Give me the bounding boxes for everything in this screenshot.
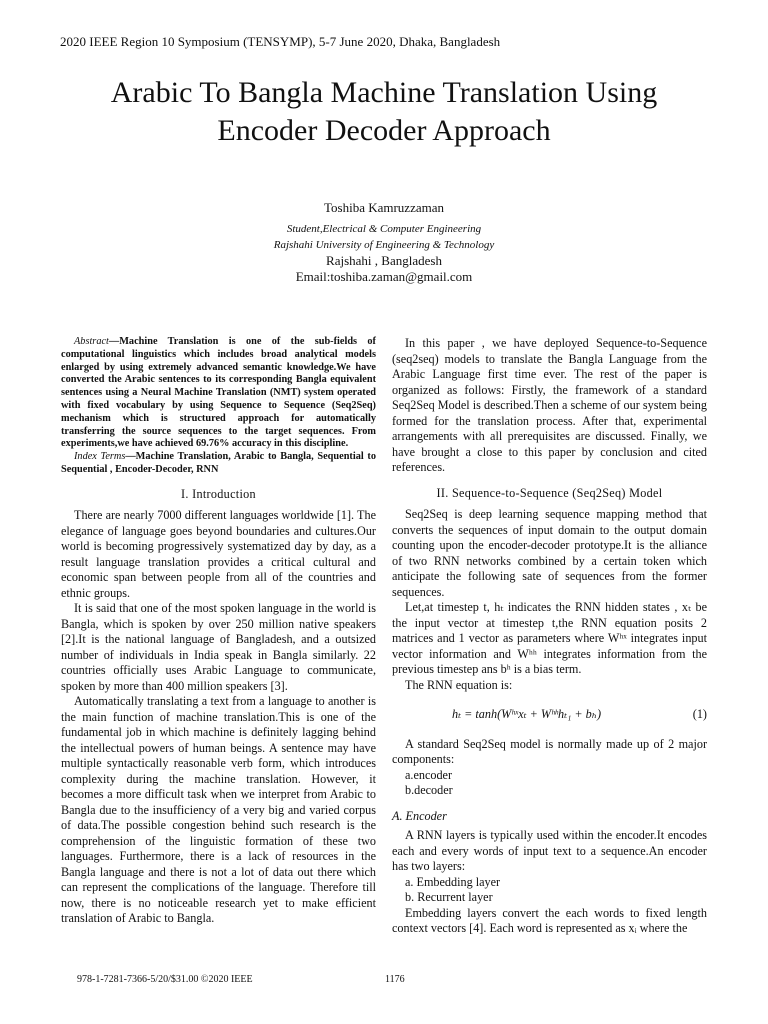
abstract — [61, 336, 376, 451]
index-terms-text: —Machine Translation, Arabic to Bangla, Sequential to Sequential , Encoder-Decoder, RNN — [61, 451, 377, 475]
abstract-text: —Machine Translation is one of the sub-fields of computational linguistics which includes broad analytical models enlarged by using extremely advanced semantic knowledge.We have converted the Arabic sentences to its corresponding Bangla equivalent sentences using a Neural Machine Translation (NMT) system operated with fixed vocabulary by using Sequence to Sequence (Seq2Seq) mechanism which is structured approach for automatically transferring the source sequences to the target sequences. From experiments,we have achieved 69.76% accuracy in this discipline. — [61, 336, 376, 450]
section-heading-seq2seq: II. Sequence-to-Sequence (Seq2Seq) Model — [436, 485, 663, 500]
section-heading-introduction: I. Introduction — [181, 486, 256, 501]
author-name: Toshiba Kamruzzaman — [323, 200, 444, 215]
author-location: Rajshahi , Bangladesh — [326, 253, 442, 268]
seq2seq-paragraph-2: Let,at timestep t, hₜ indicates the RNN hidden states , xₜ be the input vector at timestep t,the RNN equation posits 2 matrices and 1 vector as parameters where Wʰˣ integrates input vector information and Wʰʰ integrates information from the previous timestep ans bʰ is a bias term. — [392, 600, 707, 676]
seq2seq-paragraph-3: The RNN equation is: — [405, 677, 513, 692]
affiliation-university: Rajshahi University of Engineering & Technology — [273, 239, 495, 251]
footer-isbn: 978-1-7281-7366-5/20/$31.00 ©2020 IEEE — [77, 974, 253, 985]
intro-paragraph-1: There are nearly 7000 different languages worldwide [1]. The elegance of language goes beyond boundaries and cultures.Our world is becoming progressively systematized day by day, as a result language translation provides a critical cultural and economic span between people from all of the countries and ethnic groups. — [61, 508, 376, 600]
equation-body: hₜ = tanh(Wʰˣxₜ + Wʰʰhₜ₁ + bₕ) — [452, 707, 602, 721]
layer-embedding: a. Embedding layer — [405, 874, 501, 889]
left-column — [61, 336, 376, 927]
seq2seq-paragraph-4: A standard Seq2Seq model is normally made up of 2 major components: — [392, 736, 707, 766]
seq2seq-paragraph-1: Seq2Seq is deep learning sequence mapping method that converts the sequences of input domain to the output domain counting upon the encoder-decoder prototype.It is the alliance of two RNN networks combined by a certain token which anticipate the following sate of sequences from the former sequences. — [392, 507, 707, 599]
conference-header: 2020 IEEE Region 10 Symposium (TENSYMP), 5-7 June 2020, Dhaka, Bangladesh — [60, 34, 501, 49]
equation-1 — [392, 707, 707, 723]
intro-paragraph-2: It is said that one of the most spoken language in the world is Bangla, which is spoken by over 250 million native speakers [2].It is the national language of Bangladesh, and a outsized number of individuals in India speak in Bangla similarly. 22 countries officially uses Arabic Language to communicate, spoken by more than 400 million speakers [3]. — [61, 601, 376, 693]
encoder-paragraph-1: A RNN layers is typically used within the encoder.It encodes each and every words of input text to a sequence.An encoder has two layers: — [392, 828, 707, 873]
right-column — [392, 336, 707, 937]
encoder-paragraph-2: Embedding layers convert the each words to fixed length context vectors [4]. Each word is represented as xᵢ where the — [392, 905, 707, 935]
subsection-heading-encoder: A. Encoder — [392, 808, 447, 823]
component-encoder: a.encoder — [405, 767, 453, 782]
index-terms-lead: Index Terms — [74, 451, 126, 463]
author-email: Email:toshiba.zaman@gmail.com — [295, 269, 473, 284]
affiliation-dept: Student,Electrical & Computer Engineering — [286, 223, 482, 235]
component-decoder: b.decoder — [405, 783, 453, 797]
paper-title — [40, 74, 728, 150]
right-paragraph-0: In this paper , we have deployed Sequence-to-Sequence (seq2seq) models to translate the Bangla Language from the Arabic Language first time ever. The rest of the paper is organized as follows: Firstly, the framework of a standard Seq2Seq Model is described.Then a scheme of our system being formed for the translation process. After that, experimental arrangements with all prerequisites are discussed. Finally, we have brought a close to this paper by conclusion and cited references. — [392, 336, 707, 474]
page-number: 1176 — [385, 974, 405, 985]
abstract-lead: Abstract — [74, 336, 109, 347]
author-block — [0, 200, 768, 285]
title-line-2: Encoder Decoder Approach — [217, 114, 551, 147]
intro-paragraph-3: Automatically translating a text from a language to another is the main function of machine translation.This is one of the fundamental job in which machine is definitely lagging behind the intellectual powers of human beings. A sentence may have multiple syntactically reasonable verb form, which introduces complexity during the machine translation. However, it becomes a more difficult task when we interpret from Arabic to Bangla due to the insufficiency of a very big and varied corpus of data.The possible congestion behind such research is the comprehension of the linguistic formation of these two languages. Furthermore, there is a lack of resources in the Bangla language and there is not a lot of data out there which can represent the complications of the language. Therefore till now, there is no noticeable research yet to make efficient translation of Arabic to Bangla. — [61, 694, 376, 926]
equation-number: (1) — [692, 707, 707, 721]
index-terms — [61, 451, 376, 477]
layer-recurrent: b. Recurrent layer — [405, 890, 493, 904]
title-line-1: Arabic To Bangla Machine Translation Using — [110, 76, 658, 109]
